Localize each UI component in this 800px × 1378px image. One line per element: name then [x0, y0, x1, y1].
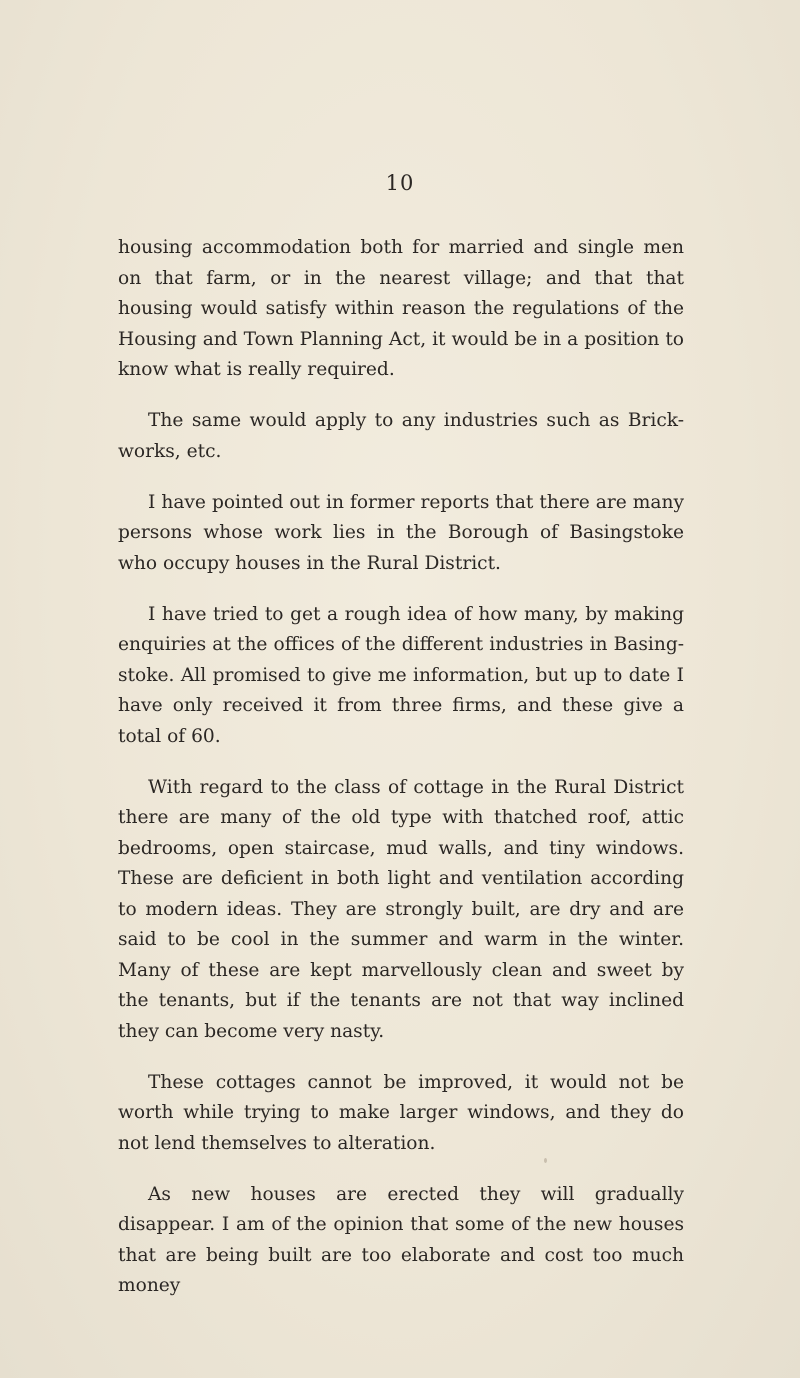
paragraph-continuation: housing accommodation both for married and single men on that farm, or in the nearest village; and that that housing would satisfy within reason the regulations of the Housing and Town Planning Act, it would be in a position to know what is really required.: [118, 237, 684, 380]
body-text: [118, 233, 684, 1322]
paragraph-new-houses: As new houses are erected they will gradually disappear. I am of the opinion that some of the new houses that are being built are too elaborate and cost too much money: [118, 1183, 684, 1296]
page-number: 10: [385, 171, 415, 195]
paragraph-enquiries: I have tried to get a rough idea of how many, by making enquiries at the offices of the different industries in Basing-stoke. All promised to give me information, but up to date I have only received it from three firms, and these give a total of 60.: [118, 603, 684, 747]
paper-speck: [544, 1158, 547, 1163]
paragraph-cottage-class: With regard to the class of cottage in the Rural District there are many of the old type with thatched roof, attic bedrooms, open staircase, mud walls, and tiny windows. These are deficient in both light and ventilation according to modern ideas. They are strongly built, are dry and are said to be cool in the summer and warm in the winter. Many of these are kept marvellously clean and sweet by the tenants, but if the tenants are not that way inclined they can become very nasty.: [118, 776, 684, 1042]
paragraph-improvement: These cottages cannot be improved, it would not be worth while trying to make larger windows, and they do not lend themselves to alteration.: [118, 1071, 684, 1154]
paragraph-brickworks: The same would apply to any industries such as Brick-works, etc.: [118, 410, 684, 462]
paragraph-former-reports: I have pointed out in former reports that there are many persons whose work lies in the Borough of Basingstoke who occupy houses in the Rural District.: [118, 491, 684, 574]
